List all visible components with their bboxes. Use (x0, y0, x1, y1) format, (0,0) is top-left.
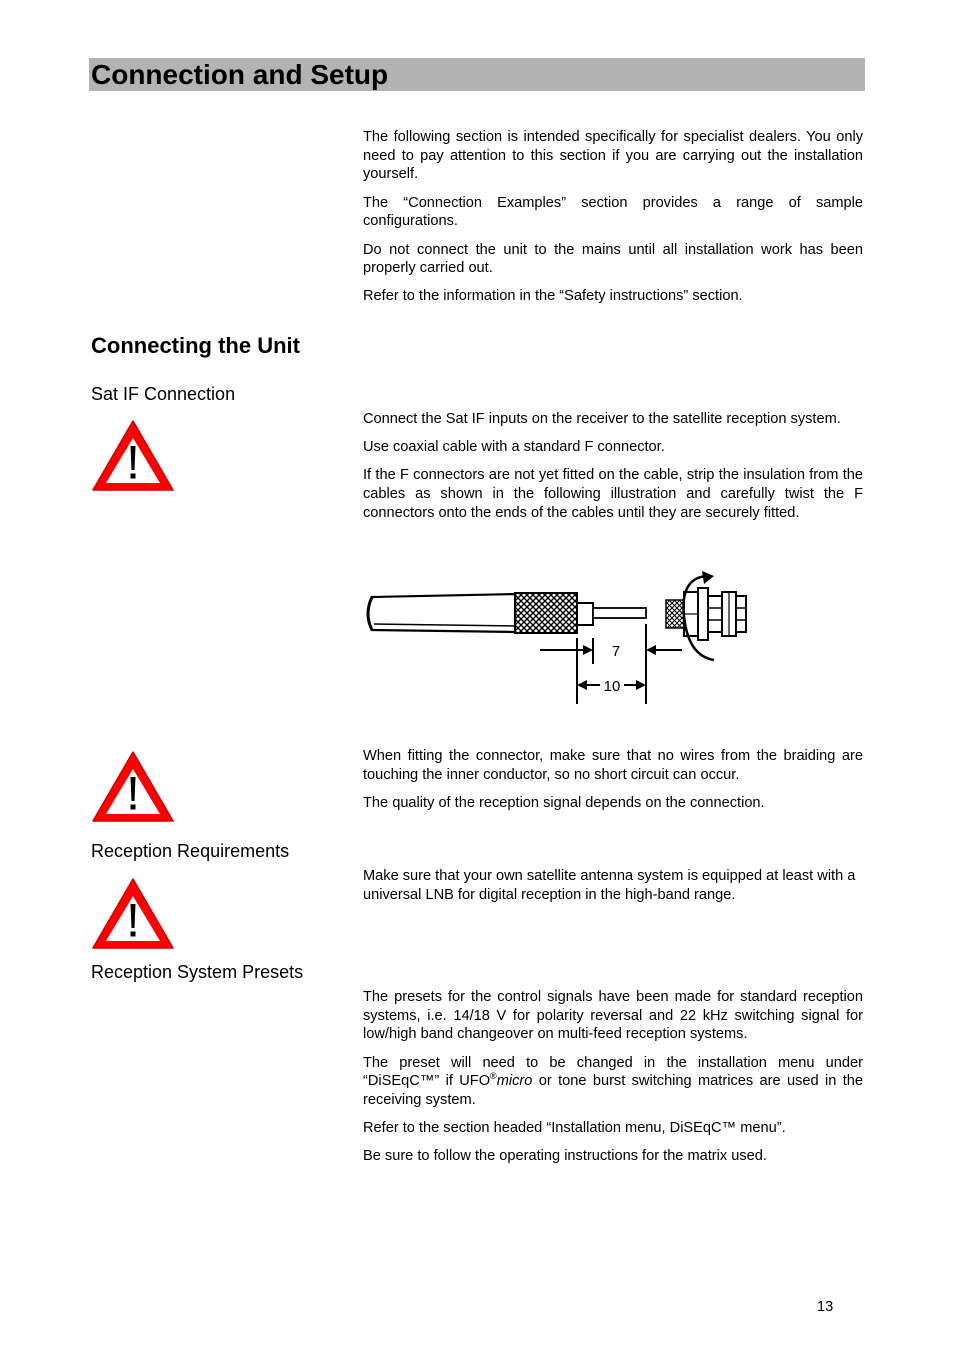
warning-icon (91, 418, 175, 492)
intro-paragraph: The following section is intended specifically for specialist dealers. You only need to pay attention to this section if you are carrying out the installation yourself. (363, 129, 863, 183)
warning-icon (91, 876, 175, 950)
sat-if-heading: Sat IF Connection (91, 384, 236, 404)
braiding-warning-text (363, 747, 863, 822)
warning-paragraph: The quality of the reception signal depends on the connection. (363, 794, 765, 811)
presets-paragraph: The presets for the control signals have been made for standard reception systems, i.e. 14/18 V for polarity reversal and 22 kHz switching signal for low/high band changeover on multi-feed reception systems. (363, 989, 863, 1043)
intro-paragraph: The “Connection Examples” section provides a range of sample configurations. (363, 194, 863, 230)
dimension-label-outer: 10 (603, 678, 621, 695)
reception-requirements-heading: Reception Requirements (91, 841, 290, 861)
warning-paragraph: When fitting the connector, make sure that no wires from the braiding are touching the inner conductor, so no short circuit can occur. (363, 748, 863, 783)
sat-if-paragraph: Use coaxial cable with a standard F connector. (363, 439, 665, 456)
ufo-micro-italic: micro (496, 1073, 533, 1090)
page-title: Connection and Setup (91, 59, 389, 90)
dimension-label-inner: 7 (611, 643, 621, 660)
page-number: 13 (817, 1299, 834, 1315)
intro-paragraph: Do not connect the unit to the mains until all installation work has been properly carried out. (363, 241, 863, 277)
presets-paragraph (363, 1054, 863, 1110)
title-bar (89, 58, 865, 91)
registered-mark: ® (490, 1071, 497, 1082)
presets-paragraph: Refer to the section headed “Installation menu, DiSEqC™ menu”. (363, 1120, 786, 1137)
coax-cable-diagram (362, 568, 752, 708)
reception-presets-heading: Reception System Presets (91, 962, 304, 982)
intro-text (363, 128, 863, 316)
requirements-paragraph: Make sure that your own satellite antenna system is equipped at least with a universal LNB for digital reception in the high-band range. (363, 868, 856, 903)
warning-icon (91, 749, 175, 823)
presets-text-fragment: The preset will need to be changed in the installation menu under “DiSEqC™” if UFO (363, 1054, 863, 1090)
reception-requirements-text (363, 867, 863, 914)
sat-if-paragraph: If the F connectors are not yet fitted on the cable, strip the insulation from the cables as shown in the following illustration and carefully twist the F connectors onto the ends of the cables until they are securely fitted. (363, 467, 863, 521)
presets-paragraph: Be sure to follow the operating instructions for the matrix used. (363, 1148, 767, 1165)
section-heading: Connecting the Unit (91, 333, 300, 358)
sat-if-paragraph: Connect the Sat IF inputs on the receiver to the satellite reception system. (363, 411, 841, 427)
intro-paragraph: Refer to the information in the “Safety instructions” section. (363, 288, 743, 305)
presets-text-fragment: or tone burst switching matrices are used in the receiving system. (363, 1073, 863, 1109)
reception-presets-text (363, 988, 863, 1176)
sat-if-text (363, 410, 863, 532)
